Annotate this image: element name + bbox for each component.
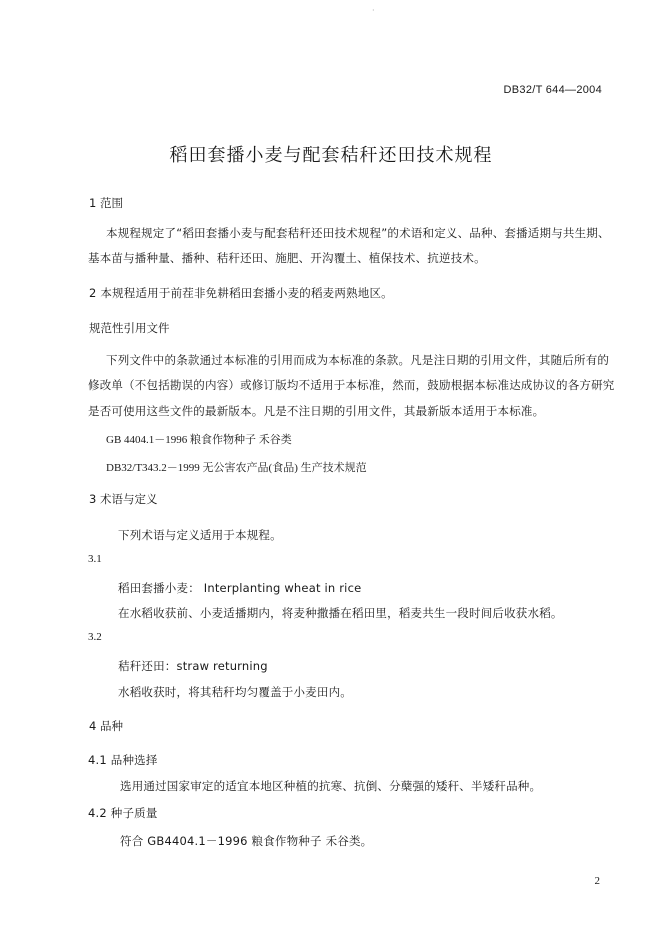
section-1-paragraph-line-2: 基本苗与播种量、播种、秸秆还田、施肥、开沟覆土、植保技术、抗逆技术。 <box>88 251 486 265</box>
document-title: 稻田套播小麦与配套秸秆还田技术规程 <box>169 145 493 166</box>
reference-item-2: DB32/T343.2－1999 无公害农产品(食品) 生产技术规范 <box>106 462 367 474</box>
section-4-1-heading: 4.1 品种选择 <box>88 753 158 767</box>
term-3-2-number: 3.2 <box>88 631 102 643</box>
section-3-heading: 3 术语与定义 <box>89 492 158 506</box>
references-paragraph-line-2: 修改单（不包括勘误的内容）或修订版均不适用于本标准，然而，鼓励根据本标准达成协议的各方研究 <box>88 378 615 392</box>
page-number: 2 <box>594 875 600 887</box>
references-paragraph-line-3: 是否可使用这些文件的最新版本。凡是不注日期的引用文件，其最新版本适用于本标准。 <box>88 404 545 418</box>
section-1-paragraph-line-1: 本规程规定了“稻田套播小麦与配套秸秆还田技术规程”的术语和定义、品种、套播适期与共生期、 <box>106 226 610 240</box>
references-paragraph-line-1: 下列文件中的条款通过本标准的引用而成为本标准的条款。凡是注日期的引用文件，其随后所有的 <box>106 353 610 367</box>
reference-item-1: GB 4404.1－1996 粮食作物种子 禾谷类 <box>106 434 292 446</box>
section-3-intro: 下列术语与定义适用于本规程。 <box>118 528 282 542</box>
document-code: DB32/T 644—2004 <box>503 84 602 96</box>
section-4-2-text: 符合 GB4404.1－1996 粮食作物种子 禾谷类。 <box>120 834 373 848</box>
term-3-2-title: 秸秆还田：straw returning <box>118 659 268 673</box>
normative-references-heading: 规范性引用文件 <box>89 321 170 335</box>
term-3-1-number: 3.1 <box>88 553 102 565</box>
section-4-heading: 4 品种 <box>89 719 123 733</box>
scan-mark: · <box>372 6 375 15</box>
term-3-2-definition: 水稻收获时，将其秸秆均匀覆盖于小麦田内。 <box>118 685 352 699</box>
section-1-heading: 1 范围 <box>89 196 123 210</box>
term-3-1-definition: 在水稻收获前、小麦适播期内，将麦种撒播在稻田里，稻麦共生一段时间后收获水稻。 <box>118 606 563 620</box>
section-4-2-heading: 4.2 种子质量 <box>88 806 158 820</box>
section-2-scope-paragraph: 2 本规程适用于前茬非免耕稻田套播小麦的稻麦两熟地区。 <box>89 286 393 300</box>
section-4-1-text: 选用通过国家审定的适宜本地区种植的抗寒、抗倒、分蘖强的矮秆、半矮秆品种。 <box>120 779 542 793</box>
term-3-1-title: 稻田套播小麦： Interplanting wheat in rice <box>118 581 362 595</box>
